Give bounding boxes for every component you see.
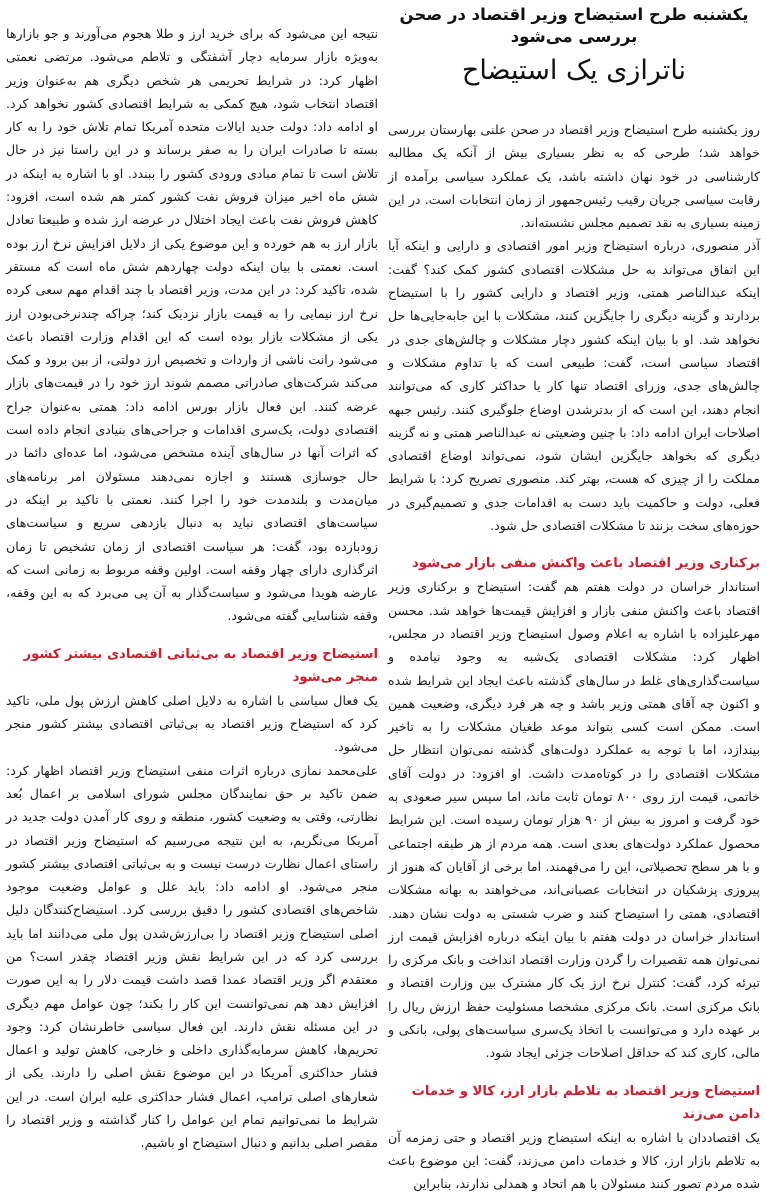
left-column	[6, 22, 378, 1155]
body-paragraph: علی‌محمد نمازی درباره اثرات منفی استیضاح وزیر اقتصاد اظهار کرد: ضمن تاکید بر حق نمایندگان مجلس شورای اسلامی بر اعمال بُعد نظارتی، وقتی به وضعیت کشور، منطقه و روی کار آمدن دولت جدید در آمریکا می‌نگریم، به این نتیجه می‌رسیم که استیضاح وزیر اقتصاد در راستای اعمال نظارت درست نیست و به بی‌ثباتی اقتصادی بیشتر کشور منجر می‌شود. او ادامه داد: باید علل و عوامل وضعیت موجود شاخص‌های اقتصادی کشور را دقیق بررسی کرد. استیضاح‌کنندگان دلیل اصلی استیضاح وزیر اقتصاد را بی‌ارزش‌شدن پول ملی می‌دانند اما باید بررسی کرد که در این شرایط نقش وزیر اقتصاد چقدر است؟ من معتقدم اگر وزیر اقتصاد عمدا قصد داشت قیمت دلار را به این صورت افزایش دهد هم نمی‌توانست این کار را بکند؛ چون عوامل مهم دیگری در این مسئله نقش دارند. این فعال سیاسی خاطرنشان کرد: وجود تحریم‌ها، کاهش سرمایه‌گذاری داخلی و خارجی، کاهش تولید و اعمال فشار حداکثری آمریکا در این موضوع نقش اصلی را دارند. یکی از شعارهای اصلی ترامپ، اعمال فشار حداکثری علیه ایران است. در این شرایط ما نمی‌توانیم تمام این عوامل را کنار گذاشته و وزیر اقتصاد را مقصر اصلی بدانیم و دنبال استیضاح او باشیم.	[6, 762, 378, 1151]
right-column-body	[388, 118, 760, 1195]
body-paragraph: یک اقتصاددان با اشاره به اینکه استیضاح وزیر اقتصاد و حتی زمزمه آن به تلاطم بازار ارز، کالا و خدمات دامن می‌زند، گفت: این موضوع باعث شده مردم تصور کنند مسئولان با هم اتحاد و همدلی ندارند، بنابراین	[388, 1129, 760, 1192]
body-paragraph: آذر منصوری، درباره استیضاح وزیر امور اقتصادی و دارایی و اینکه آیا این اتفاق می‌تواند به حل مشکلات اقتصادی کشور کمک کند؟ گفت: اینکه عبدالناصر همتی، وزیر اقتصاد و دارایی کشور را با استیضاح بردارند و گزینه دیگری را جایگزین کنند، مشکلات با این جابه‌جایی‌ها حل نخواهد شد. او با بیان اینکه کشور دچار مشکلات و چالش‌های جدی در اقتصاد سیاسی است، گفت: طبیعی است که با تداوم مشکلات و چالش‌های جدی، وزرای اقتصاد تنها کار یا حداکثر کاری که می‌توانند انجام دهند، این است که از بدترشدن اوضاع جلوگیری کنند. رئیس جبهه اصلاحات ایران ادامه داد: با چنین وضعیتی نه عبدالناصر همتی و نه گزینه دیگری که بخواهد جایگزین ایشان شود، نمی‌تواند اوضاع اقتصادی مملکت را از چیزی که هست، بهتر کند. منصوری تصریح کرد: با شرایط فعلی، دولت و حاکمیت باید دست به اقدامات جدی و تصمیم‌گیری در حوزه‌های سخت بزنند تا مشکلات اقتصادی حل شود.	[388, 238, 760, 534]
right-column	[388, 0, 760, 1195]
spacer	[388, 1065, 760, 1080]
spacer	[388, 537, 760, 552]
body-paragraph: نتیجه این می‌شود که برای خرید ارز و طلا هجوم می‌آورند و جو بازارها به‌ویژه بازار سرمایه دچار آشفتگی و تلاطم می‌شود. مرتضی نعمتی اظهار کرد: در شرایط تحریمی هر شخص دیگری هم به‌عنوان وزیر اقتصاد انتخاب شود، هیچ کمکی به شرایط اقتصادی کشور نخواهد کرد. او ادامه داد: دولت جدید ایالات متحده آمریکا تمام تلاش خود را به کار بسته تا صادرات ایران را به صفر برساند و در این راستا نیز در حال تلاش است تا تمام مبادی ورودی کشور را ببندد. او با اشاره به اینکه در شش ماه اخیر میزان فروش نفت کشور کمتر هم شده است، افزود: کاهش فروش نفت باعث ایجاد اختلال در عرضه ارز شده و طبیعتا تعادل بازار ارز به هم خورده و این موضوع یکی از دلایل افزایش نرخ ارز بوده است. نعمتی با بیان اینکه دولت چهاردهم شش ماه است که مستقر شده، تاکید کرد: در این مدت، وزیر اقتصاد با چند اقدام مهم سعی کرده نرخ ارز نیمایی را به قیمت بازار نزدیک کند؛ چراکه چندنرخی‌بودن ارز یکی از مشکلات بازار بوده است که این اقدام وزارت اقتصاد باعث می‌شود رانت ناشی از واردات و تخصیص ارز دولتی، از بین برود و کمک می‌کند شرکت‌های صادراتی مصمم شوند ارز خود را در قیمت‌های بازار عرضه کنند. این فعال بازار بورس ادامه داد: همتی به‌عنوان جراح اقتصادی دولت، یک‌سری اقدامات و جراحی‌های بنیادی انجام داده است که اثرات آنها در سال‌های آینده مشخص می‌شود، اما عده‌ای دائما در حال جوسازی هستند و اجازه نمی‌دهند مسئولان امر برنامه‌های میان‌مدت و بلندمدت خود را اجرا کنند. نعمتی با تاکید بر اینکه در سیاست‌های اقتصادی نباید به دنبال بازدهی سریع و سیاست‌های زودبازده بود، گفت: هر سیاست اقتصادی از زمان تشخیص تا زمان اثرگذاری دارای چهار وقفه است. اولین وقفه مربوط به زمانی است که عارضه هویدا می‌شود و سیاست‌گذار به آن پی می‌برد که به این وقفه، وقفه شناسایی گفته می‌شود.	[6, 26, 378, 624]
section-heading: استیضاح وزیر اقتصاد به بی‌ثباتی اقتصادی بیشتر کشور منجر می‌شود	[23, 646, 378, 685]
spacer	[6, 628, 378, 643]
article-headline: ناترازی یک استیضاح	[461, 55, 687, 86]
left-column-body	[6, 22, 378, 1155]
article-kicker: یکشنبه طرح استیضاح وزیر اقتصاد در صحن بررسی می‌شود	[399, 5, 749, 46]
intro-paragraph: روز یکشنبه طرح استیضاح وزیر اقتصاد در صحن علنی بهارستان بررسی خواهد شد؛ طرحی که به نظر بسیاری بیش از آنکه یک مطالبه کارشناسی در خود نهان داشته باشد، یک عملکرد سیاسی برآمده از رقابت سیاسی جریان رقیب رئیس‌جمهور از زمان انتخابات است. در این زمینه بسیاری به نقد تصمیم مجلس نشسته‌اند.	[388, 122, 760, 231]
section-heading: استیضاح وزیر اقتصاد به تلاطم بازار ارز، کالا و خدمات دامن می‌زند	[411, 1083, 760, 1122]
section-heading: برکناری وزیر اقتصاد باعث واکنش منفی بازار می‌شود	[412, 556, 760, 572]
body-paragraph: استاندار خراسان در دولت هفتم هم گفت: استیضاح و برکناری وزیر اقتصاد باعث واکنش منفی بازار و افزایش قیمت‌ها خواهد شد. محسن مهرعلیزاده با اشاره به اعلام وصول استیضاح وزیر اقتصاد در مجلس، اظهار کرد: مشکلات اقتصادی یک‌شبه به وجود نیامده و سیاست‌گذاری‌های غلط در سال‌های گذشته باعث ایجاد این شرایط شده و اکنون چه آقای همتی وزیر باشد و چه هر فرد دیگری، وضعیت همین است. ممکن است کسی بتواند موعد طغیان مشکلات را به تاخیر بیندازد، اما با توجه به عملکرد دولت‌های گذشته نمی‌توان انتظار حل مشکلات اقتصادی را در کوتاه‌مدت داشت. او افزود: در دولت آقای خاتمی، قیمت ارز روی ۸۰۰ تومان ثابت ماند، اما سپس سیر صعودی به خود گرفت و امروز به بیش از ۹۰ هزار تومان رسیده است. این شرایط محصول عملکرد دولت‌های بعدی است. همه مردم از هر طبقه اجتماعی و با هر سطح تحصیلاتی، این را می‌فهمند. اما برخی از آقایان که هنوز از پیروزی پزشکیان در انتخابات عصبانی‌اند، می‌خواهند به بهانه مشکلات اقتصادی، همتی را استیضاح کنند و ضرب شستی به دولت نشان دهند. استاندار خراسان در دولت هفتم با بیان اینکه درباره افزایش قیمت ارز نمی‌توان همه تقصیرات را گردن وزارت اقتصاد انداخت و بانک مرکزی را تبرئه کرد، گفت: کنترل نرخ ارز یک کار مشترک بین وزارت اقتصاد و بانک مرکزی است. بانک مرکزی مشخصا مسئولیت حفظ ارزش ریال را بر عهده دارد و می‌توانست با اتخاذ یک‌سری سیاست‌های پولی، بانکی و مالی، کاری کند که حداقل اصلاحات جزئی ایجاد شود.	[388, 579, 761, 1061]
body-paragraph: یک فعال سیاسی با اشاره به دلایل اصلی کاهش ارزش پول ملی، تاکید کرد که استیضاح وزیر اقتصاد به بی‌ثباتی اقتصادی بیشتر کشور منجر می‌شود.	[6, 692, 378, 755]
